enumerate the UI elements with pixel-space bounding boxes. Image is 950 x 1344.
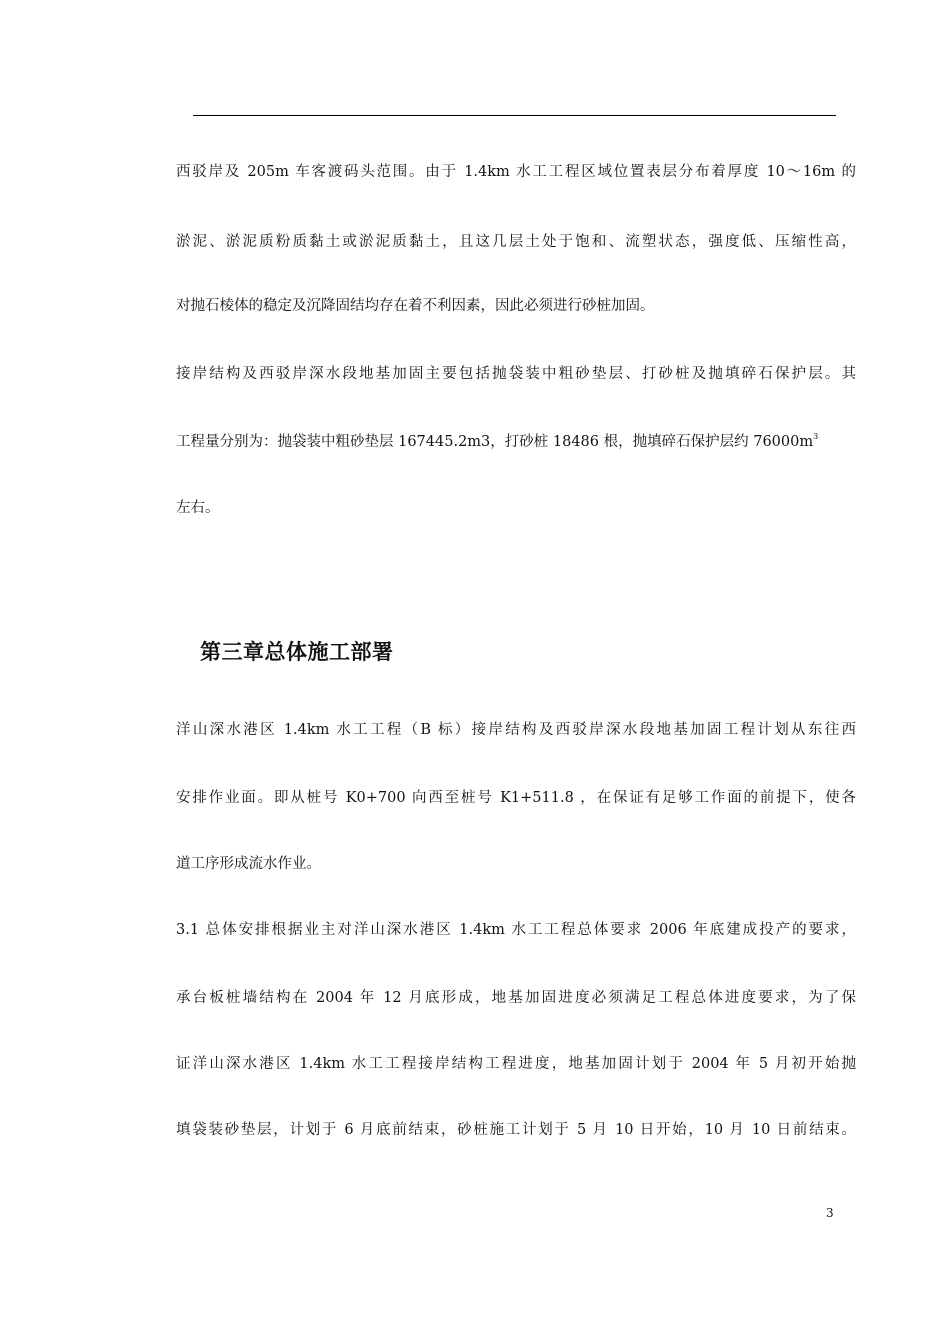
chapter-heading: 第三章总体施工部署 [200,640,394,664]
superscript-3: 3 [813,432,819,441]
header-rule [193,115,836,116]
paragraph4-line1: 3.1 总体安排根据业主对洋山深水港区 1.4km 水工工程总体要求 2006 年底建成投产的要求， [176,922,856,938]
paragraph4-line2: 承台板桩墙结构在 2004 年 12 月底形成，地基加固进度必须满足工程总体进度要求，为了保 [176,990,856,1006]
paragraph3-line1: 洋山深水港区 1.4km 水工工程（B 标）接岸结构及西驳岸深水段地基加固工程计划从东往西 [176,722,856,738]
paragraph2-line2-text: 工程量分别为：抛袋装中粗砂垫层 167445.2m3，打砂桩 18486 根，抛填碎石保护层约 76000m [176,434,814,450]
paragraph1-line1: 西驳岸及 205m 车客渡码头范围。由于 1.4km 水工工程区域位置表层分布着厚度 10～16m 的 [176,164,856,180]
paragraph2-line1: 接岸结构及西驳岸深水段地基加固主要包括抛袋装中粗砂垫层、打砂桩及抛填碎石保护层。其 [176,366,856,382]
paragraph4-line4: 填袋装砂垫层，计划于 6 月底前结束，砂桩施工计划于 5 月 10 日开始，10 月 10 日前结束。 [176,1122,856,1138]
paragraph4-line3: 证洋山深水港区 1.4km 水工工程接岸结构工程进度，地基加固计划于 2004 年 5 月初开始抛 [176,1056,856,1072]
paragraph1-line2: 淤泥、淤泥质粉质黏土或淤泥质黏土，且这几层土处于饱和、流塑状态，强度低、压缩性高， [176,234,856,250]
paragraph3-line2: 安排作业面。即从桩号 K0+700 向西至桩号 K1+511.8 ，在保证有足够工作面的前提下，使各 [176,790,856,806]
paragraph2-line2 [176,432,860,452]
paragraph2-line3: 左右。 [176,500,220,516]
paragraph3-line3: 道工序形成流水作业。 [176,856,321,872]
paragraph1-line3: 对抛石棱体的稳定及沉降固结均存在着不利因素，因此必须进行砂桩加固。 [176,298,655,314]
page-number: 3 [826,1206,834,1220]
